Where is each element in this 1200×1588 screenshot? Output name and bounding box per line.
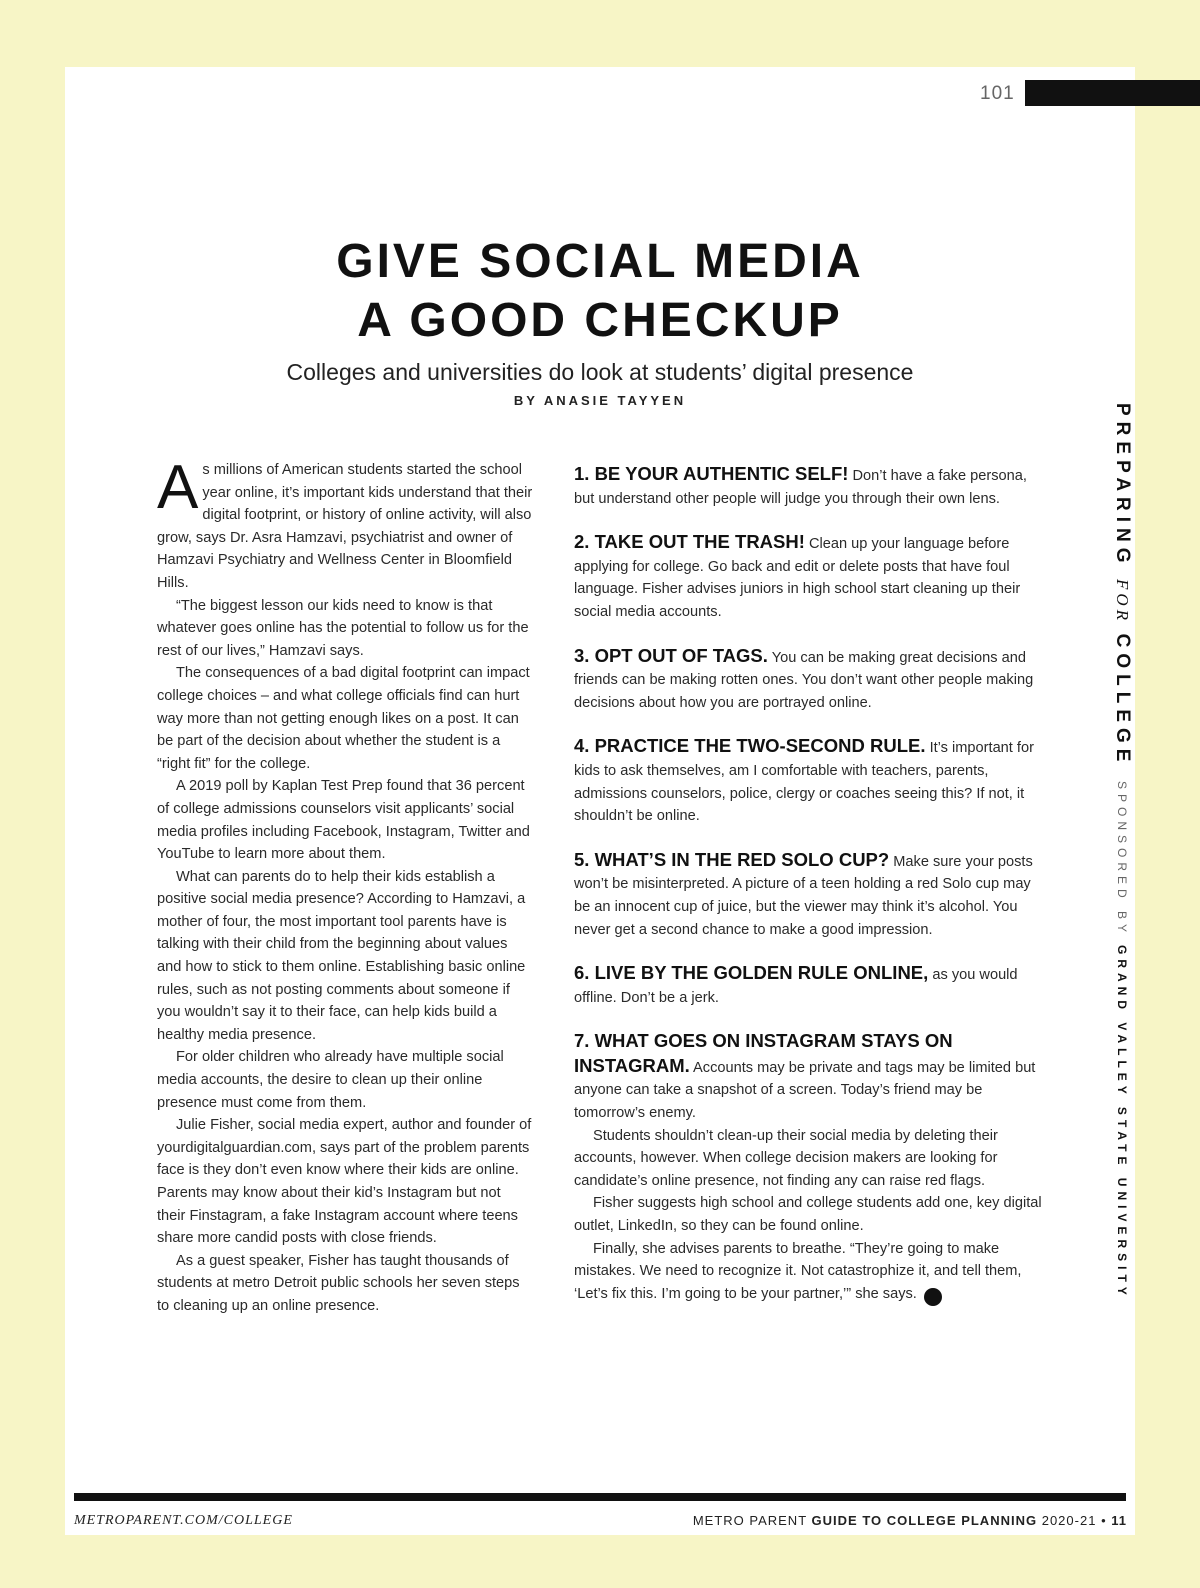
article-title	[200, 232, 1000, 350]
right-column	[574, 463, 1046, 1306]
tip-heading: 6. LIVE BY THE GOLDEN RULE ONLINE,	[574, 962, 929, 984]
end-mark-icon: C	[924, 1288, 942, 1306]
tip-item	[574, 735, 1046, 827]
closing-paragraph: Students shouldn’t clean-up their social media by deleting their accounts, however. When college decision makers are looking for candidate’s online presence, not finding any can raise red flags.	[574, 1127, 998, 1189]
page-number: 101	[980, 83, 1015, 104]
tip-item	[574, 645, 1046, 715]
tip-body: Don’t have a fake persona, but understand other people will judge you through their own lens.	[574, 468, 1027, 507]
article-byline: BY ANASIE TAYYEN	[513, 393, 687, 408]
tip-heading: 4. PRACTICE THE TWO-SECOND RULE.	[574, 735, 926, 757]
tip-heading: 2. TAKE OUT THE TRASH!	[574, 531, 805, 553]
final-paragraph-text: Finally, she advises parents to breathe. “They’re going to make mistakes. We need to recognize it. Not catastrophize it, and tell them, ‘Let’s fix this. I’m going to be your partner,’” she says.	[574, 1240, 1022, 1302]
body-paragraph: Julie Fisher, social media expert, author and founder of yourdigitalguardian.com, says part of the problem parents face is they don’t even know where their kids are online. Parents may know about their kid’s Instagram but not their Finstagram, a fake Instagram account where teens share more candid posts with close friends.	[157, 1117, 532, 1247]
tip-body: Accounts may be private and tags may be limited but anyone can take a snapshot of a screen. Today’s friend may be tomorrow’s enemy.	[574, 1059, 1036, 1122]
sidebar-preparing: PREPARING	[1112, 403, 1133, 569]
body-paragraph: What can parents do to help their kids establish a positive social media presence? According to Hamzavi, a mother of four, the most important tool parents have is talking with their child from the beginning about values and how to stick to them online. Establishing basic online rules, such as not posting comments about someone if you wouldn’t say it to their face, can help kids build a healthy media presence.	[157, 868, 526, 1043]
footer-year: 2020-21	[1041, 1513, 1097, 1528]
sidebar-sponsored-by: SPONSORED BY	[1115, 781, 1129, 938]
title-line-2: A GOOD CHECKUP	[357, 294, 843, 347]
closing-paragraph: Fisher suggests high school and college students add one, key digital outlet, LinkedIn, so they can be found online.	[574, 1195, 1042, 1235]
intro-text: s millions of American students started the school year online, it’s important kids understand that their digital footprint, or history of online activity, will also grow, says Dr. Asra Hamzavi, psychiatrist and owner of Hamzavi Psychiatry and Wellness Center in Bloomfield Hills.	[157, 462, 533, 591]
sidebar-sponsor: GRAND VALLEY STATE UNIVERSITY	[1115, 945, 1129, 1301]
tip-heading: 3. OPT OUT OF TAGS.	[574, 644, 768, 666]
body-paragraph: A 2019 poll by Kaplan Test Prep found that 36 percent of college admissions counselors visit applicants’ social media profiles including Facebook, Instagram, Twitter and YouTube to learn more about them.	[157, 778, 530, 863]
title-line-1: GIVE SOCIAL MEDIA	[336, 235, 864, 288]
body-paragraph: As a guest speaker, Fisher has taught thousands of students at metro Detroit public schools her seven steps to cleaning up an online presence.	[157, 1252, 520, 1314]
tip-body: You can be making great decisions and friends can be making rotten ones. You don’t want other people making decisions about how you are portrayed online.	[574, 649, 1034, 711]
tip-item	[574, 1030, 1046, 1124]
final-paragraph	[574, 1238, 1046, 1306]
tip-body: Make sure your posts won’t be misinterpreted. A picture of a teen holding a red Solo cup may be an innocent cup of juice, but the viewer may think it’s alcohol. You never get a second chance to make a good impression.	[574, 853, 1033, 938]
footer-bullet: •	[1101, 1513, 1107, 1528]
tip-heading: 5. WHAT’S IN THE RED SOLO CUP?	[574, 848, 890, 870]
body-paragraph: The consequences of a bad digital footprint can impact college choices – and what college officials find can hurt way more than not getting enough likes on a post. It can be part of the decision about whether the student is a “right fit” for the college.	[157, 665, 530, 772]
sidebar-college: COLLEGE	[1112, 633, 1133, 768]
left-column	[157, 453, 533, 1318]
tip-body: Clean up your language before applying for college. Go back and edit or delete posts that have foul language. Fisher advises juniors in high school start cleaning up their social media accounts.	[574, 536, 1021, 620]
sidebar-for: FOR	[1113, 578, 1132, 624]
footer-guide-title: GUIDE TO COLLEGE PLANNING	[811, 1513, 1038, 1528]
tip-item	[574, 849, 1046, 941]
article-subtitle: Colleges and universities do look at students’ digital presence	[286, 359, 914, 385]
footer-publication-name: METRO PARENT	[692, 1513, 807, 1528]
page-number-bar	[1025, 80, 1200, 106]
body-paragraph: “The biggest lesson our kids need to know is that whatever goes online has the potential to follow us for the rest of our lives,” Hamzavi says.	[157, 597, 529, 659]
tip-body: as you would offline. Don’t be a jerk.	[574, 967, 1018, 1006]
footer-website: METROPARENT.COM/COLLEGE	[74, 1513, 293, 1528]
drop-cap: A	[157, 453, 199, 522]
tip-body: It’s important for kids to ask themselves, am I comfortable with teachers, parents, admissions counselors, police, clergy or coaches seeing this? If not, it shouldn’t be online.	[574, 740, 1034, 825]
intro-paragraph	[157, 453, 533, 595]
footer-rule	[74, 1493, 1126, 1501]
tip-item	[574, 962, 1046, 1009]
tip-heading: 1. BE YOUR AUTHENTIC SELF!	[574, 463, 849, 484]
footer-page-number: 11	[1111, 1513, 1127, 1528]
tip-item	[574, 463, 1046, 510]
tip-heading: 7. WHAT GOES ON INSTAGRAM STAYS ON INSTAGRAM.	[574, 1030, 953, 1076]
body-paragraph: For older children who already have multiple social media accounts, the desire to clean up their online presence must come from them.	[157, 1049, 504, 1111]
tip-item	[574, 531, 1046, 623]
section-sidebar-label	[1103, 403, 1133, 1301]
footer-publication	[600, 1513, 1127, 1528]
